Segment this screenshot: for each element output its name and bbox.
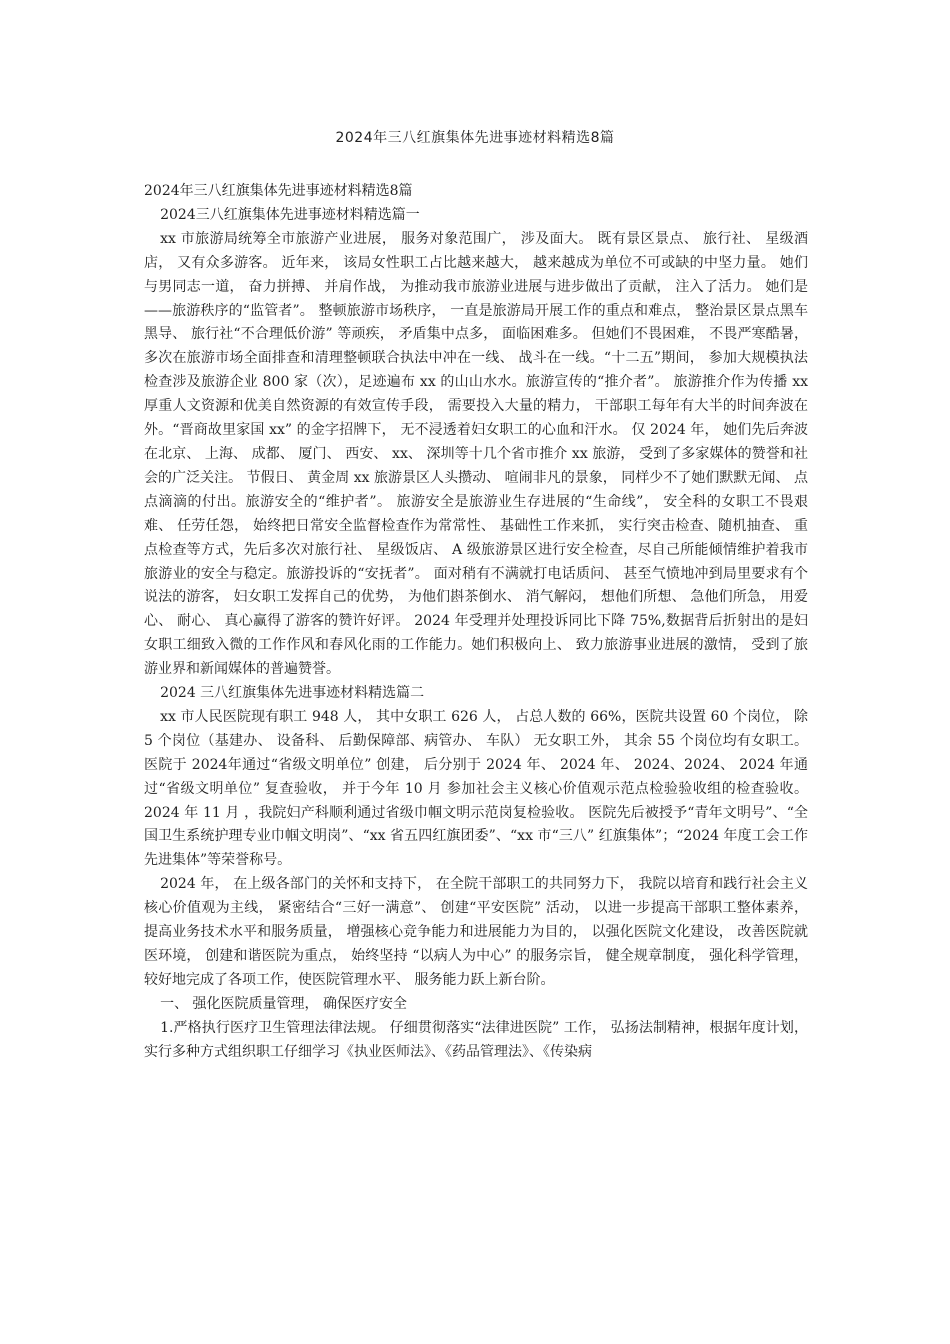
document-title: 2024年三八红旗集体先进事迹材料精选8篇 bbox=[335, 130, 615, 146]
section2-paragraph-2: 2024 年， 在上级各部门的关怀和支持下， 在全院干部职工的共同努力下， 我院以培育和践行社会主义核心价值观为主线， 紧密结合“三好一满意”、 创建“平安医院” 活动， 以进一步提高干部职工整体素养， 提高业务技术水平和服务质量， 增强核心竞争能力和进展能力为目的， 以强化医院文化建设， 改善医院就医环境， 创建和谐医院为重点， 始终坚持 “以病人为中心” 的服务宗旨， 健全规章制度， 强化科学管理， 较好地完成了各项工作，使医院管理水平、 服务能力跃上新台阶。 bbox=[144, 876, 808, 988]
section2-heading: 2024 三八红旗集体先进事迹材料精选篇二 bbox=[160, 685, 425, 702]
section2-item-1: 1.严格执行医疗卫生管理法律法规。 仔细贯彻落实“法律进医院” 工作， 弘扬法制精神，根据年度计划， 实行多种方式组织职工仔细学习《执业医师法》、《药品管理法》、《传染病 bbox=[144, 1019, 808, 1060]
section1-heading: 2024三八红旗集体先进事迹材料精选篇一 bbox=[160, 206, 420, 223]
section2-subheading-1: 一、 强化医院质量管理， 确保医疗安全 bbox=[160, 995, 407, 1012]
section1-body: xx 市旅游局统筹全市旅游产业进展， 服务对象范围广， 涉及面大。 既有景区景点、 旅行社、 星级酒店， 又有众多游客。 近年来， 该局女性职工占比越来越大， 越来越成为单位不可或缺的中坚力量。 她们与男同志一道， 奋力拼搏、 并肩作战， 为推动我市旅游业进展与进步做出了贡献， 注入了活力。 她们是——旅游秩序的“监管者”。 整顿旅游市场秩序， 一直是旅游局开展工作的重点和难点， 整治景区景点黑车黑导、 旅行社“不合理低价游” 等顽疾， 矛盾集中点多， 面临困难多。 但她们不畏困难， 不畏严寒酷暑，多次在旅游市场全面排查和清理整顿联合执法中冲在一线、 战斗在一线。“十二五”期间， 参加大规模执法检查涉及旅游企业 800 家（次），足迹遍布 xx 的山山水水。旅游宣传的“推介者”。 旅游推介作为传播 xx 厚重人文资源和优美自然资源的有效宣传手段， 需要投入大量的精力， 干部职工每年有大半的时间奔波在外。“晋商故里家国 xx” 的金字招牌下， 无不浸透着妇女职工的心血和汗水。 仅 2024 年， 她们先后奔波在北京、 上海、 成都、 厦门、 西安、 xx、 深圳等十几个省市推介 xx 旅游， 受到了多家媒体的赞誉和社会的广泛关注。 节假日、 黄金周 xx 旅游景区人头攒动、 喧闹非凡的景象， 同样少不了她们默默无闻、 点点滴滴的付出。旅游安全的“维护者”。 旅游安全是旅游业生存进展的“生命线”， 安全科的女职工不畏艰难、 任劳任怨， 始终把日常安全监督检查作为常常性、 基础性工作来抓， 实行突击检查、随机抽查、 重点检查等方式，先后多次对旅行社、 星级饭店、 A 级旅游景区进行安全检查，尽自己所能倾情维护着我市旅游业的安全与稳定。旅游投诉的“安抚者”。 面对稍有不满就打电话质问、 甚至气愤地冲到局里要求有个说法的游客， 妇女职工发挥自己的优势， 为他们斟茶倒水、 消气解闷， 想他们所想、 急他们所急， 用爱心、 耐心、 真心赢得了游客的赞许好评。 2024 年受理并处理投诉同比下降 75%,数据背后折射出的是妇女职工细致入微的工作作风和春风化雨的工作能力。她们积极向上、 致力旅游事业进展的激情， 受到了旅游业界和新闻媒体的普遍赞誉。 bbox=[144, 230, 808, 678]
section2-paragraph-1: xx 市人民医院现有职工 948 人， 其中女职工 626 人， 占总人数的 66%，医院共设置 60 个岗位， 除 5 个岗位（基建办、 设备科、 后勤保障部、病管办、 车队） 无女职工外， 其余 55 个岗位均有女职工。 医院于 2024年通过“省级文明单位” 创建， 后分别于 2024 年、 2024 年、 2024、2024、 2024 年通过“省级文明单位” 复查验收， 并于今年 10 月 参加社会主义核心价值观示范点检验验收组的检查验收。 2024 年 11 月 ，我院妇产科顺利通过省级巾帼文明示范岗复检验收。 医院先后被授予“青年文明号”、“全国卫生系统护理专业巾帼文明岗”、“xx 省五四红旗团委”、“xx 市“三八” 红旗集体”；“2024 年度工会工作先进集体”等荣誉称号。 bbox=[144, 708, 808, 869]
document-subtitle: 2024年三八红旗集体先进事迹材料精选8篇 bbox=[144, 183, 413, 199]
document-body bbox=[144, 180, 808, 1065]
